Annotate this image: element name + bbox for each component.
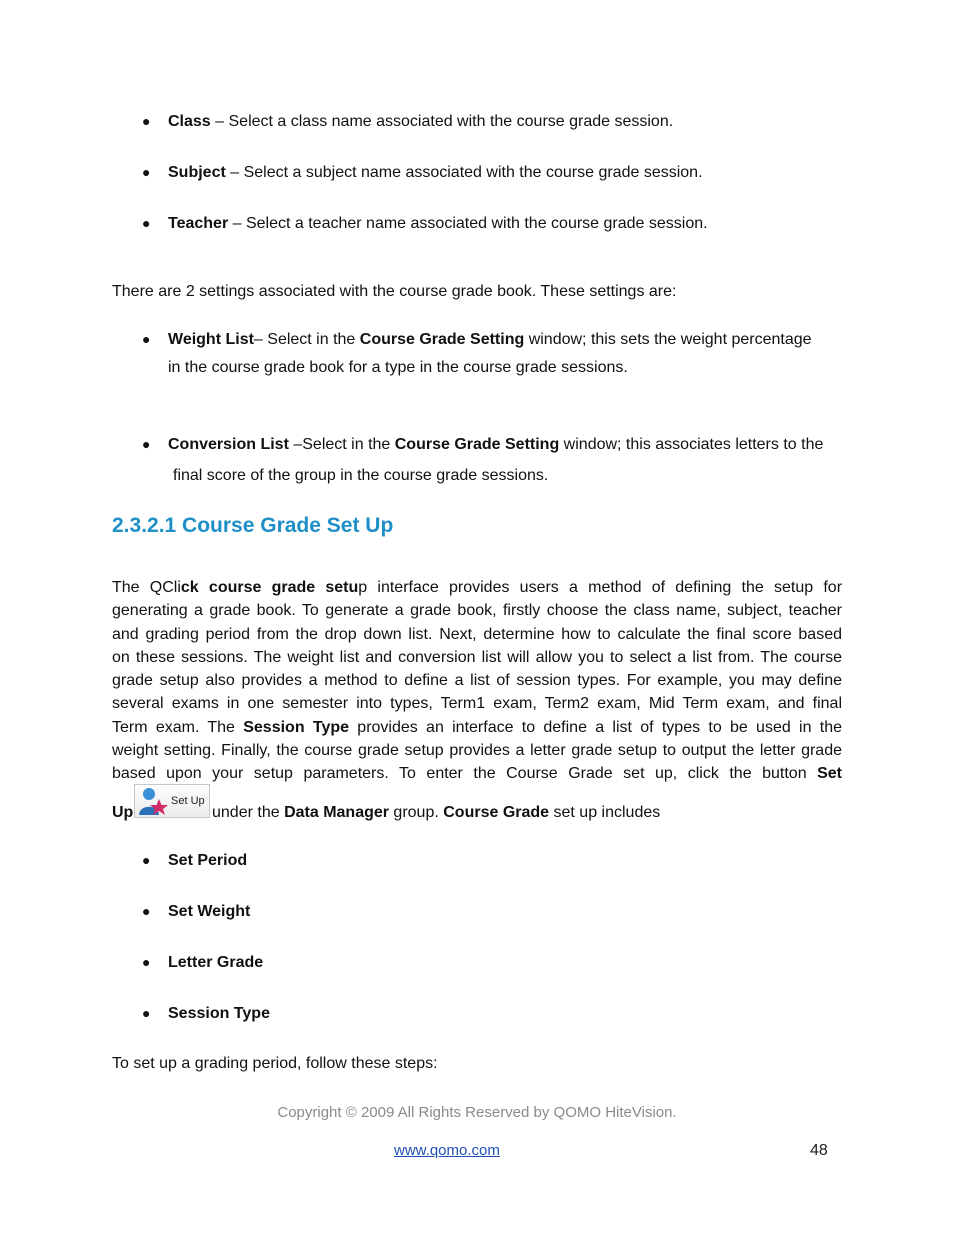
para-last-line-rest: under the Data Manager group. Course Grade set up includes [212, 804, 661, 821]
include-label: Letter Grade [168, 954, 264, 971]
section-heading: 2.3.2.1 Course Grade Set Up [112, 514, 394, 537]
para-line: generating a grade book. To generate a grade book, firstly choose the class name, subject, teacher [112, 602, 842, 620]
body-paragraph [112, 576, 842, 786]
bullet-class [142, 113, 673, 131]
bullet-dot: ● [142, 954, 151, 970]
bullet-dot: ● [142, 215, 151, 231]
para-line: The QClick course grade setup interface provides users a method of defining the setup for [112, 579, 843, 596]
desc-bold: Course Grade Setting [394, 436, 560, 453]
include-set-period [142, 852, 247, 870]
desc: – Select a teacher name associated with the course grade session. [228, 215, 708, 232]
bullet-conversion-list [142, 436, 823, 454]
para-line: weight setting. Finally, the course grade setup provides a letter grade setup to output the letter grade [112, 742, 842, 760]
bullet-dot: ● [142, 903, 151, 919]
copyright: Copyright © 2009 All Rights Reserved by QOMO HiteVision. [277, 1104, 677, 1121]
steps-intro: To set up a grading period, follow these steps: [112, 1055, 438, 1072]
bullet-dot: ● [142, 436, 151, 452]
bullet-dot: ● [142, 164, 151, 180]
bullet-weight-list [142, 331, 812, 349]
desc-bold: Course Grade Setting [359, 331, 525, 348]
term: Weight List [168, 331, 254, 348]
para-last-line [112, 804, 133, 822]
weight-list-line2: in the course grade book for a type in the course grade sessions. [168, 359, 628, 376]
bullet-dot: ● [142, 113, 151, 129]
desc: –Select in the [288, 436, 395, 453]
para-line: several exams in one semester into types, Term1 exam, Term2 exam, Mid Term exam, and final [112, 695, 842, 713]
include-label: Set Period [168, 852, 248, 869]
term: Teacher [168, 215, 229, 232]
setup-word: Up [112, 804, 134, 821]
bullet-dot: ● [142, 852, 151, 868]
term: Conversion List [168, 436, 289, 453]
page-number: 48 [810, 1142, 828, 1159]
bullet-teacher [142, 215, 708, 233]
para-line: based upon your setup parameters. To enter the Course Grade set up, click the button Set [112, 765, 842, 783]
para-line: Term exam. The Session Type provides an interface to define a list of types to be used in the [112, 718, 842, 736]
settings-intro: There are 2 settings associated with the course grade book. These settings are: [112, 283, 677, 300]
bullet-dot: ● [142, 331, 151, 347]
para-line: grade setup also provides a method to define a list of session types. For example, you may define [112, 672, 842, 690]
website-link[interactable]: www.qomo.com [394, 1142, 500, 1159]
include-set-weight [142, 903, 250, 921]
para-line: on these sessions. The weight list and conversion list will allow you to select a list from. The course [112, 648, 842, 666]
bullet-subject [142, 164, 703, 182]
conversion-list-line2: final score of the group in the course grade sessions. [173, 467, 549, 484]
desc: – Select a class name associated with the course grade session. [210, 113, 674, 130]
user-setup-icon [137, 785, 169, 817]
include-label: Set Weight [168, 903, 251, 920]
desc: – Select a subject name associated with the course grade session. [225, 164, 703, 181]
setup-button-label: Set Up [171, 795, 205, 807]
term: Subject [168, 164, 226, 181]
include-letter-grade [142, 954, 263, 972]
para-line: and grading period from the drop down list. Next, determine how to calculate the final score based [112, 625, 842, 643]
term: Class [168, 113, 211, 130]
desc: window; this associates letters to the [559, 436, 824, 453]
setup-button[interactable] [134, 784, 210, 818]
desc: – Select in the [253, 331, 360, 348]
bullet-dot: ● [142, 1005, 151, 1021]
desc: window; this sets the weight percentage [524, 331, 812, 348]
include-label: Session Type [168, 1005, 270, 1022]
include-session-type [142, 1005, 270, 1023]
